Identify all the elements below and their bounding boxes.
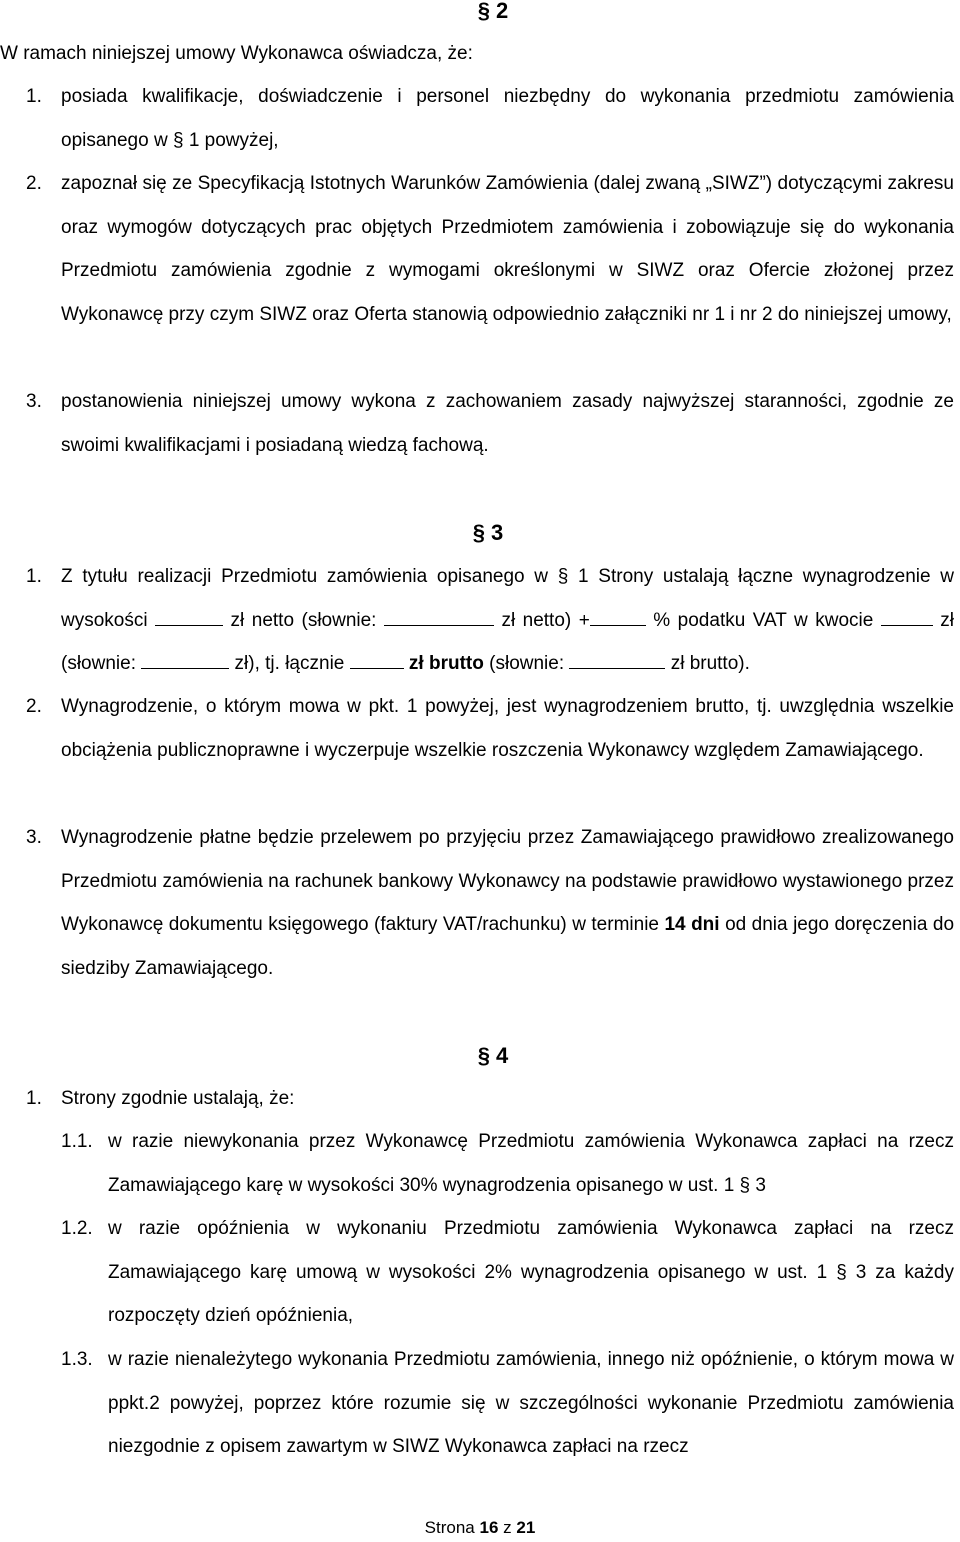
s3-item2-num: 2.	[26, 696, 42, 717]
footer-total-pages: 21	[516, 1518, 536, 1537]
s3-item1-part-h: (słownie:	[489, 653, 565, 674]
section-3-heading: § 3	[472, 520, 504, 545]
footer-page-number: 16	[479, 1518, 499, 1537]
s4-sub1-num: 1.1.	[61, 1131, 93, 1152]
amount-net-blank	[155, 607, 223, 626]
s3-item1-part-c: zł netto) +	[501, 609, 590, 631]
s2-item1-text: posiada kwalifikacje, doświadczenie i personel niezbędny do wykonania przedmiotu zamówienia opisanego w § 1 powyżej,	[61, 86, 954, 151]
s4-item1-text: Strony zgodnie ustalają, że:	[61, 1088, 295, 1109]
s2-item1-num: 1.	[26, 86, 42, 107]
vat-amount-words-blank	[141, 650, 229, 669]
s4-item1-num: 1.	[26, 1088, 42, 1109]
s3-item3-tail: od dnia jego doręczenia do siedziby Zamawiającego.	[61, 914, 955, 979]
s2-item2-text: zapoznał się ze Specyfikacją Istotnych Warunków Zamówienia (dalej zwaną „SIWZ”) dotyczącymi zakresu oraz wymogów dotyczących prac objętych Przedmiotem zamówienia i zobowiązuje się do wykonania Przedmiotu zamówienia zgodnie z wymogami określonymi w SIWZ oraz Ofercie złożonej przez Wykonawcę przy czym SIWZ oraz Oferta stanowią odpowiednio załączniki nr 1 i nr 2 do niniejszej umowy,	[61, 173, 954, 325]
s3-item1-num: 1.	[26, 566, 42, 587]
page-footer	[0, 1518, 960, 1538]
s3-item3-text	[61, 816, 954, 990]
s4-sub3-num: 1.3.	[61, 1349, 93, 1370]
s2-item2-num: 2.	[26, 173, 42, 194]
s3-item1-part-i: zł brutto).	[670, 653, 750, 674]
amount-gross-blank	[350, 650, 404, 669]
s3-item3-num: 3.	[26, 827, 42, 848]
s4-sub2-num: 1.2.	[61, 1218, 93, 1239]
amount-gross-words-blank	[569, 650, 665, 669]
s4-sub1-text: w razie niewykonania przez Wykonawcę Przedmiotu zamówienia Wykonawca zapłaci na rzecz Zamawiającego karę w wysokości 30% wynagrodzenia opisanego w ust. 1 § 3	[108, 1131, 954, 1196]
s4-sub2-text: w razie opóźnienia w wykonaniu Przedmiotu zamówienia Wykonawca zapłaci na rzecz Zamawiającego karę umową w wysokości 2% wynagrodzenia opisanego w ust. 1 § 3 za każdy rozpoczęty dzień opóźnienia,	[108, 1218, 954, 1326]
s3-item1-part-f: zł), tj. łącznie	[234, 653, 345, 674]
s3-item1-part-b: zł netto (słownie:	[230, 609, 377, 631]
s4-sub3-text: w razie nienależytego wykonania Przedmiotu zamówienia, innego niż opóźnienie, o którym mowa w ppkt.2 powyżej, poprzez które rozumie się w szczególności wykonanie Przedmiotu zamówienia niezgodnie z opisem zawartym w SIWZ Wykonawca zapłaci na rzecz	[108, 1349, 954, 1457]
vat-percent-blank	[590, 607, 646, 626]
s3-item1-part-d: % podatku VAT w kwocie	[653, 609, 874, 631]
s3-item3-days: 14 dni	[664, 914, 720, 935]
s2-item3-text: postanowienia niniejszej umowy wykona z zachowaniem zasady najwyższej staranności, zgodnie ze swoimi kwalifikacjami i posiadaną wiedzą fachową.	[61, 391, 954, 456]
s3-item2-text: Wynagrodzenie, o którym mowa w pkt. 1 powyżej, jest wynagrodzeniem brutto, tj. uwzględnia wszelkie obciążenia publicznoprawne i wyczerpuje wszelkie roszczenia Wykonawcy względem Zamawiającego.	[61, 696, 954, 761]
s3-item3-main: Wynagrodzenie płatne będzie przelewem po przyjęciu przez Zamawiającego prawidłowo zrealizowanego Przedmiotu zamówienia na rachunek bankowy Wykonawcy na podstawie prawidłowo wystawionego przez Wykonawcę dokumentu księgowego (faktury VAT/rachunku) w terminie	[61, 827, 954, 935]
vat-amount-blank	[881, 607, 933, 626]
s3-item1-part-a: Z tytułu realizacji Przedmiotu zamówienia opisanego w § 1 Strony ustalają łączne wynagrodzenie w wysokości	[61, 566, 954, 631]
s3-item1-text	[61, 555, 954, 686]
amount-net-words-blank	[384, 607, 494, 626]
footer-separator: z	[503, 1518, 512, 1537]
s2-item3-num: 3.	[26, 391, 42, 412]
footer-prefix: Strona	[424, 1518, 475, 1537]
section-2-intro: W ramach niniejszej umowy Wykonawca oświadcza, że:	[0, 43, 473, 64]
section-4-heading: § 4	[477, 1043, 509, 1068]
section-2-heading: § 2	[477, 0, 509, 23]
s3-item1-gross-label: zł brutto	[408, 653, 484, 674]
s3-item1-part-e: zł (słownie:	[61, 609, 955, 674]
